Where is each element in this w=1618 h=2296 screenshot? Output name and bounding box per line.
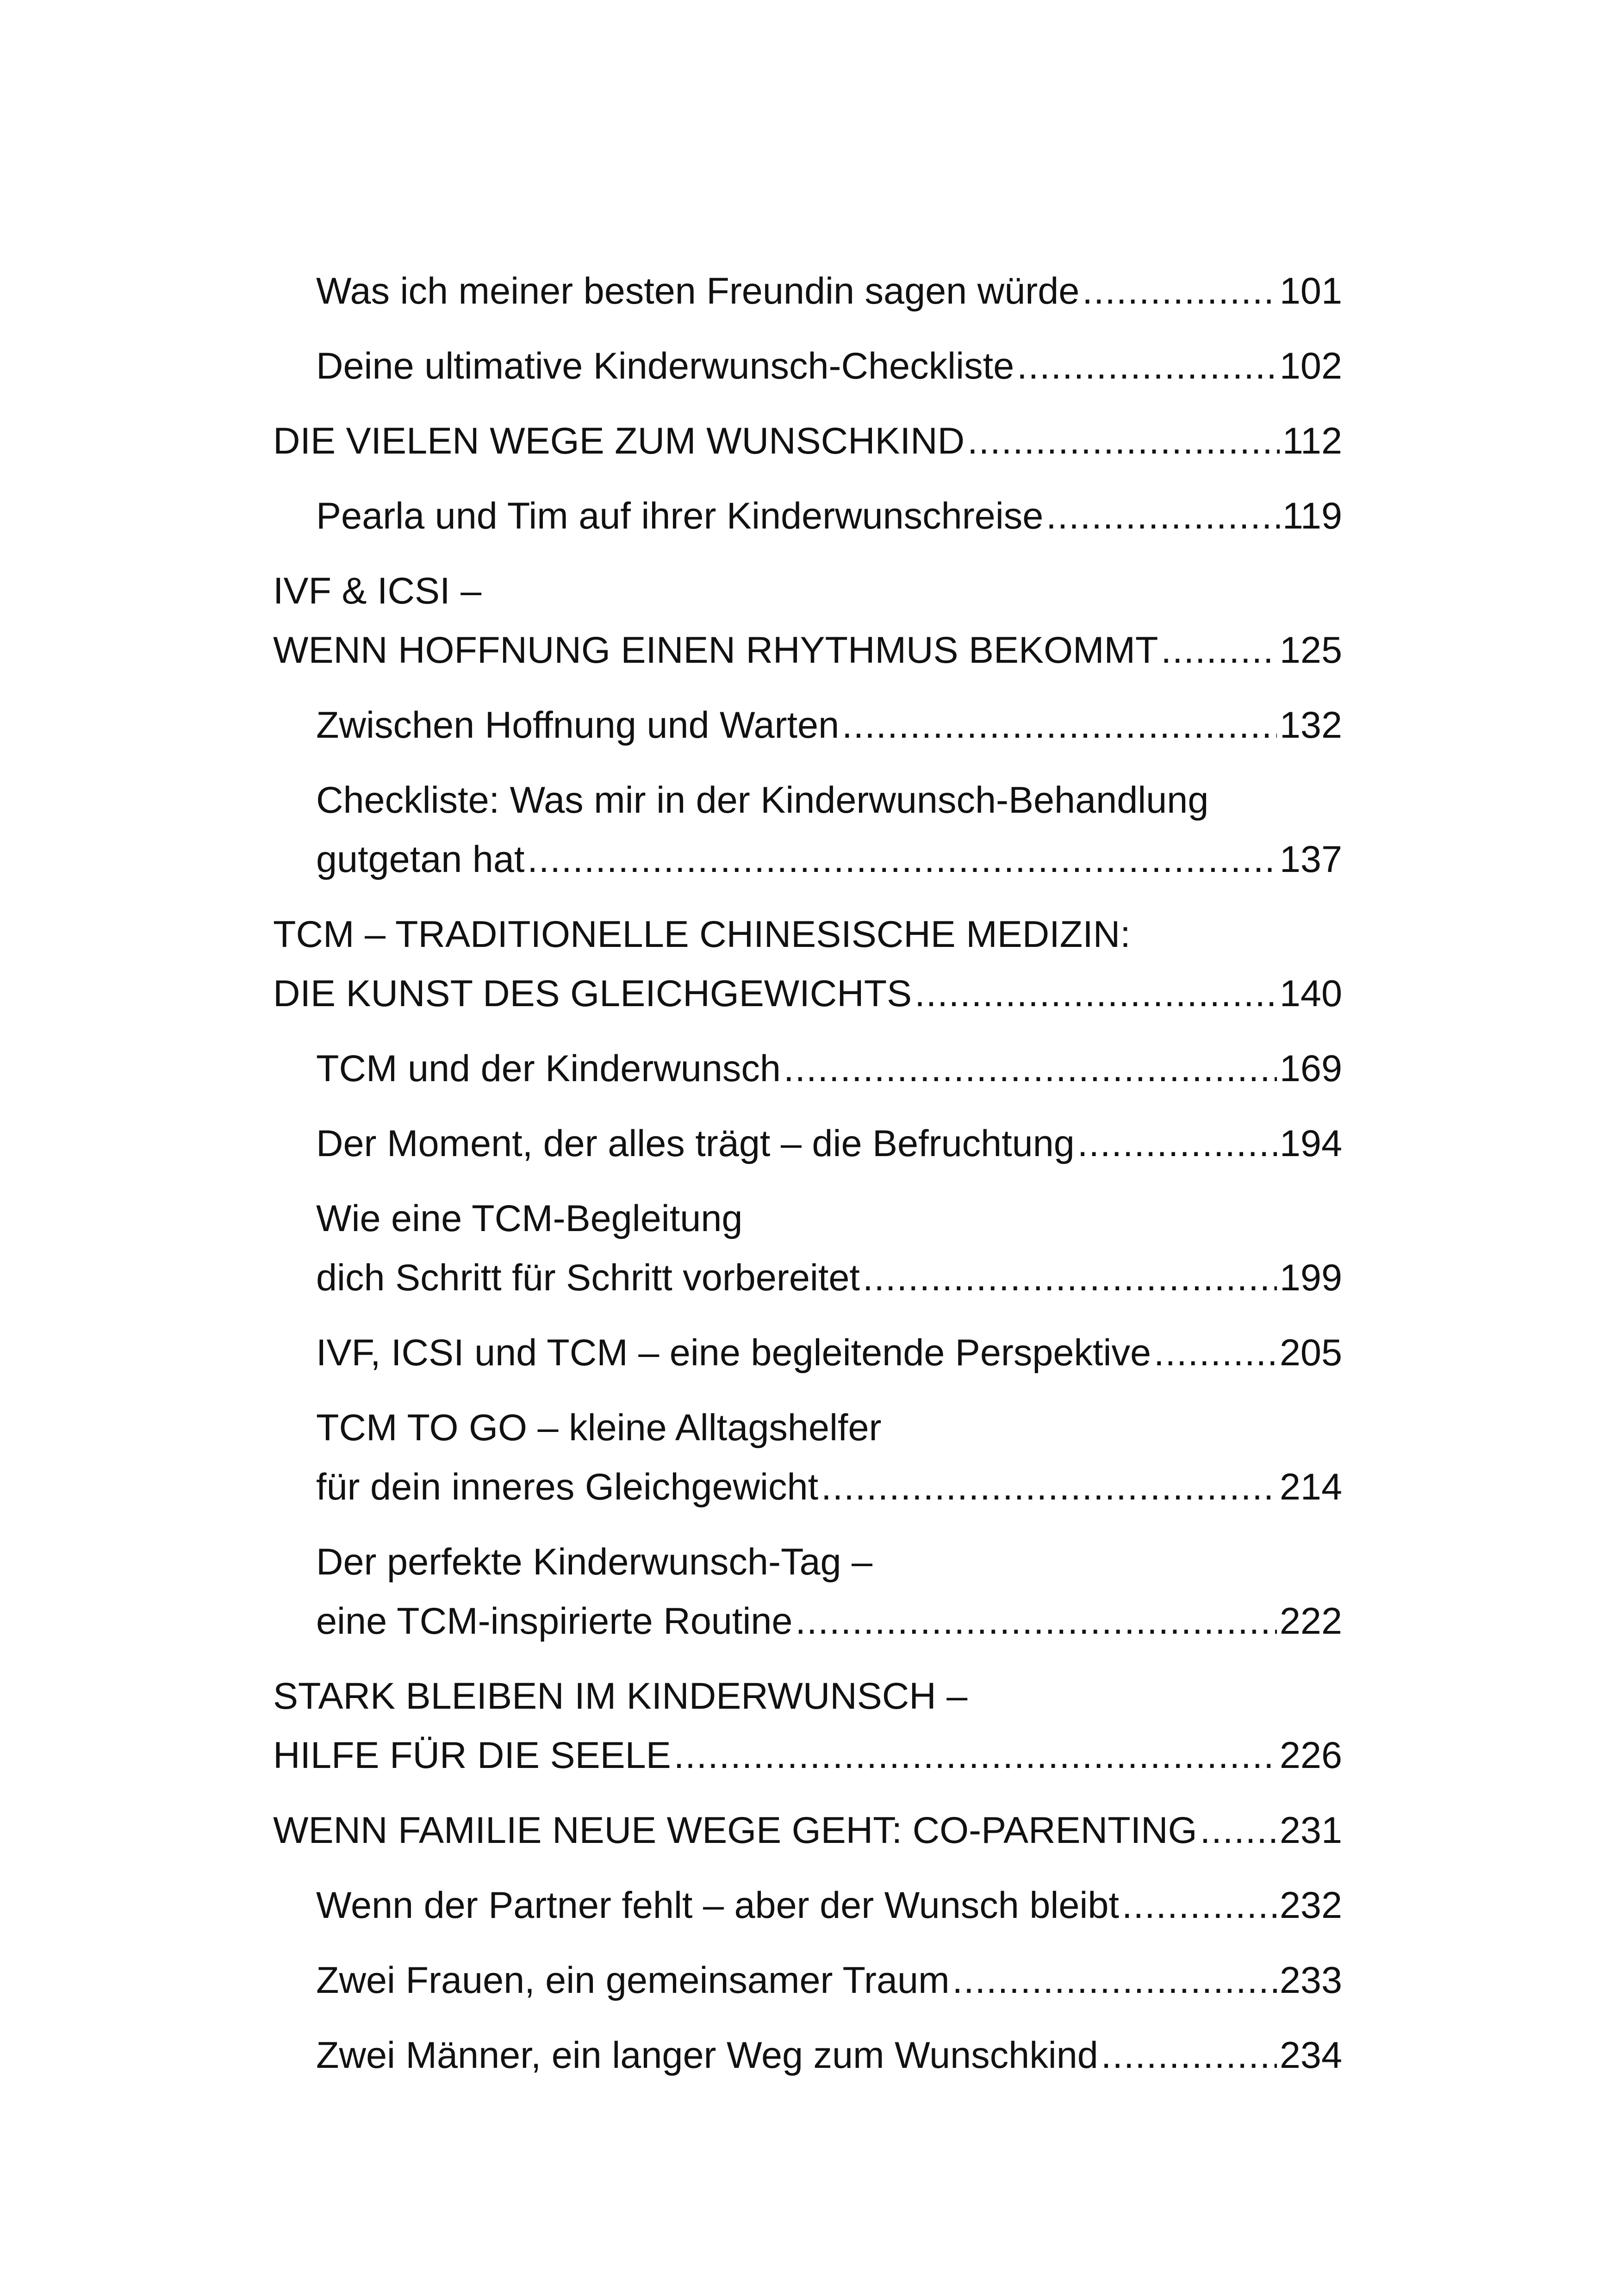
toc-entry[interactable] bbox=[273, 771, 1342, 889]
toc-page-number: 233 bbox=[1279, 1960, 1342, 2001]
toc-entry[interactable] bbox=[273, 1039, 1342, 1098]
toc-page-number: 222 bbox=[1279, 1600, 1342, 1642]
toc-chapter-title-line: STARK BLEIBEN IM KINDERWUNSCH – bbox=[273, 1675, 968, 1717]
toc-page-number: 125 bbox=[1279, 629, 1342, 671]
toc-entry[interactable] bbox=[273, 1114, 1342, 1173]
toc-dot-leader bbox=[1161, 621, 1276, 680]
toc-entry[interactable] bbox=[273, 1532, 1342, 1651]
toc-page-number: 214 bbox=[1279, 1466, 1342, 1508]
toc-entry[interactable] bbox=[273, 1876, 1342, 1935]
toc-page-number: 102 bbox=[1279, 345, 1342, 387]
toc-entry[interactable] bbox=[273, 1951, 1342, 2010]
toc-chapter-title-line: TCM – TRADITIONELLE CHINESISCHE MEDIZIN: bbox=[273, 914, 1131, 955]
toc-chapter-entry[interactable] bbox=[273, 561, 1342, 680]
toc-page-number: 169 bbox=[1279, 1048, 1342, 1089]
toc-entry[interactable] bbox=[273, 336, 1342, 396]
toc-entry-title: für dein inneres Gleichgewicht bbox=[316, 1466, 819, 1508]
toc-dot-leader bbox=[1122, 1876, 1277, 1935]
toc-entry-title: Zwei Männer, ein langer Weg zum Wunschkind bbox=[316, 2035, 1098, 2076]
toc-page-number: 132 bbox=[1279, 704, 1342, 746]
toc-dot-leader bbox=[1200, 1801, 1277, 1860]
toc-entry[interactable] bbox=[273, 486, 1342, 546]
toc-chapter-title-line: IVF & ICSI – bbox=[273, 570, 482, 612]
toc-dot-leader bbox=[1077, 1114, 1277, 1173]
toc-entry-title-line: Checkliste: Was mir in der Kinderwunsch-Behandlung bbox=[316, 779, 1209, 821]
toc-entry[interactable] bbox=[273, 1398, 1342, 1517]
toc-entry-title: Wenn der Partner fehlt – aber der Wunsch bleibt bbox=[316, 1885, 1119, 1926]
toc-entry[interactable] bbox=[273, 2026, 1342, 2085]
toc-entry-title: Pearla und Tim auf ihrer Kinderwunschreise bbox=[316, 495, 1044, 537]
toc-dot-leader bbox=[842, 696, 1277, 755]
toc-chapter-title: HILFE FÜR DIE SEELE bbox=[273, 1735, 671, 1776]
toc-entry[interactable] bbox=[273, 696, 1342, 755]
toc-dot-leader bbox=[784, 1039, 1277, 1098]
toc-dot-leader bbox=[674, 1726, 1277, 1785]
toc-entry-title-line: TCM TO GO – kleine Alltagshelfer bbox=[316, 1407, 882, 1449]
toc-entry[interactable] bbox=[273, 1323, 1342, 1382]
toc-dot-leader bbox=[1046, 486, 1280, 546]
toc-dot-leader bbox=[952, 1951, 1277, 2010]
toc-page-number: 226 bbox=[1279, 1735, 1342, 1776]
toc-entry-title: gutgetan hat bbox=[316, 839, 525, 880]
toc-page-number: 101 bbox=[1279, 270, 1342, 312]
toc-chapter-title: WENN FAMILIE NEUE WEGE GEHT: CO-PARENTING bbox=[273, 1810, 1197, 1851]
toc-dot-leader bbox=[863, 1248, 1277, 1307]
toc-entry-title: Zwischen Hoffnung und Warten bbox=[316, 704, 840, 746]
toc-dot-leader bbox=[795, 1592, 1276, 1651]
toc-page-number: 137 bbox=[1279, 839, 1342, 880]
toc-page-number: 199 bbox=[1279, 1257, 1342, 1299]
toc-page-number: 112 bbox=[1282, 420, 1342, 462]
toc-dot-leader bbox=[821, 1457, 1277, 1517]
toc-page-number: 140 bbox=[1279, 973, 1342, 1014]
toc-dot-leader bbox=[1101, 2026, 1277, 2085]
toc-chapter-entry[interactable] bbox=[273, 1667, 1342, 1785]
toc-chapter-title: DIE KUNST DES GLEICHGEWICHTS bbox=[273, 973, 912, 1014]
toc-chapter-title: DIE VIELEN WEGE ZUM WUNSCHKIND bbox=[273, 420, 965, 462]
toc-chapter-entry[interactable] bbox=[273, 1801, 1342, 1860]
toc-entry-title: Deine ultimative Kinderwunsch-Checkliste bbox=[316, 345, 1014, 387]
toc-page-number: 205 bbox=[1279, 1332, 1342, 1374]
toc-page-number: 194 bbox=[1279, 1123, 1342, 1164]
toc-dot-leader bbox=[915, 964, 1277, 1023]
toc-entry[interactable] bbox=[273, 261, 1342, 321]
toc-dot-leader bbox=[1154, 1323, 1277, 1382]
table-of-contents bbox=[273, 261, 1342, 2085]
toc-dot-leader bbox=[967, 411, 1280, 471]
toc-entry-title: Was ich meiner besten Freundin sagen würde bbox=[316, 270, 1080, 312]
toc-page-number: 232 bbox=[1279, 1885, 1342, 1926]
toc-dot-leader bbox=[527, 830, 1276, 889]
toc-dot-leader bbox=[1017, 336, 1277, 396]
toc-entry[interactable] bbox=[273, 1189, 1342, 1307]
toc-dot-leader bbox=[1082, 261, 1276, 321]
toc-page-number: 231 bbox=[1279, 1810, 1342, 1851]
toc-chapter-title: WENN HOFFNUNG EINEN RHYTHMUS BEKOMMT bbox=[273, 629, 1158, 671]
toc-entry-title: dich Schritt für Schritt vorbereitet bbox=[316, 1257, 860, 1299]
toc-entry-title: Zwei Frauen, ein gemeinsamer Traum bbox=[316, 1960, 950, 2001]
toc-entry-title: TCM und der Kinderwunsch bbox=[316, 1048, 781, 1089]
toc-entry-title: IVF, ICSI und TCM – eine begleitende Perspektive bbox=[316, 1332, 1151, 1374]
toc-entry-title-line: Der perfekte Kinderwunsch-Tag – bbox=[316, 1541, 873, 1583]
toc-entry-title: Der Moment, der alles trägt – die Befruchtung bbox=[316, 1123, 1075, 1164]
toc-page-number: 119 bbox=[1282, 495, 1342, 537]
toc-entry-title-line: Wie eine TCM-Begleitung bbox=[316, 1198, 743, 1239]
toc-page-number: 234 bbox=[1279, 2035, 1342, 2076]
toc-chapter-entry[interactable] bbox=[273, 905, 1342, 1023]
toc-chapter-entry[interactable] bbox=[273, 411, 1342, 471]
toc-entry-title: eine TCM-inspirierte Routine bbox=[316, 1600, 793, 1642]
